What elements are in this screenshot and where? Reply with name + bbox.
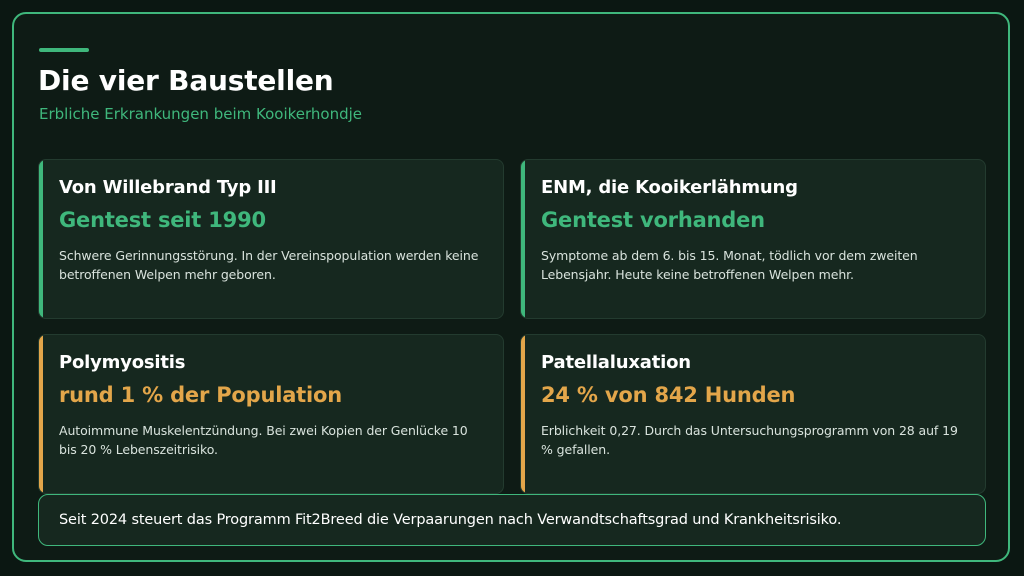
- card-text: Symptome ab dem 6. bis 15. Monat, tödlich vor dem zweiten Lebensjahr. Heute keine betroffenen Welpen mehr.: [541, 248, 918, 282]
- footer-callout: [38, 494, 986, 546]
- card-patellaluxation: [520, 334, 986, 494]
- card-text: Erblichkeit 0,27. Durch das Untersuchungsprogramm von 28 auf 19 % gefallen.: [541, 423, 958, 457]
- card-heading: Von Willebrand Typ III: [59, 177, 277, 198]
- card-highlight: rund 1 % der Population: [59, 383, 343, 407]
- card-text: Autoimmune Muskelentzündung. Bei zwei Kopien der Genlücke 10 bis 20 % Lebenszeitrisiko.: [59, 423, 468, 457]
- card-heading: Patellaluxation: [541, 352, 691, 373]
- card-heading: ENM, die Kooikerlähmung: [541, 177, 798, 198]
- title-accent-bar: [39, 48, 89, 52]
- card-polymyositis: [38, 334, 504, 494]
- card-heading: Polymyositis: [59, 352, 186, 373]
- card-von-willebrand: [38, 159, 504, 319]
- slide-title: Die vier Baustellen: [38, 64, 334, 97]
- card-highlight: Gentest seit 1990: [59, 208, 266, 232]
- card-highlight: Gentest vorhanden: [541, 208, 765, 232]
- card-highlight: 24 % von 842 Hunden: [541, 383, 796, 407]
- footer-text: Seit 2024 steuert das Programm Fit2Breed die Verpaarungen nach Verwandtschaftsgrad und Krankheitsrisiko.: [59, 512, 842, 528]
- slide-subtitle: Erbliche Erkrankungen beim Kooikerhondje: [39, 105, 363, 123]
- card-text: Schwere Gerinnungsstörung. In der Vereinspopulation werden keine betroffenen Welpen mehr geboren.: [59, 248, 479, 282]
- card-enm: [520, 159, 986, 319]
